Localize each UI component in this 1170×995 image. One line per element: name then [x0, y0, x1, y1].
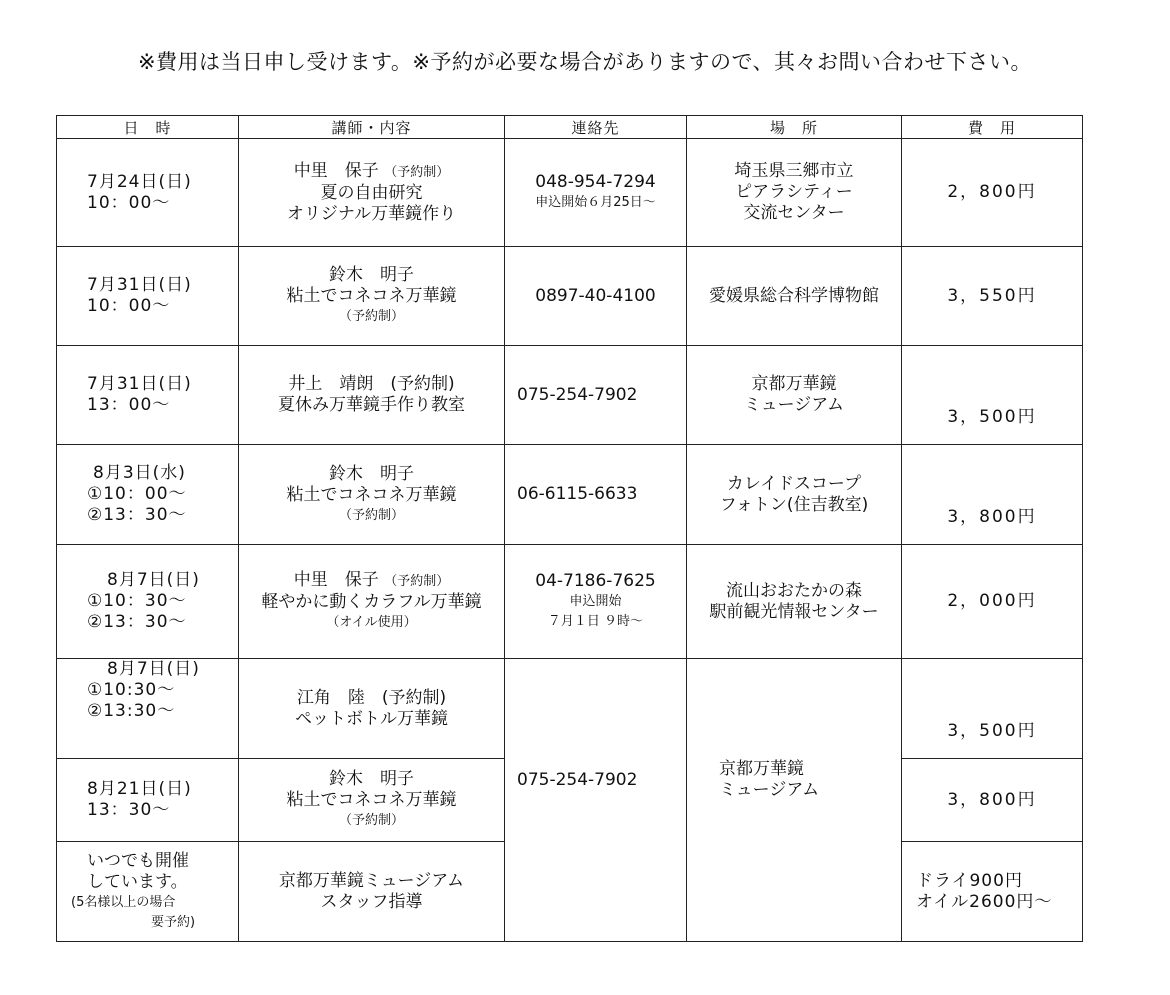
- date-cell: 8月3日(水) ①10：00〜 ②13：30〜: [57, 445, 239, 545]
- header-place: 場 所: [687, 116, 902, 139]
- instructor-cell: 鈴木 明子 粘土でコネコネ万華鏡 （予約制）: [239, 247, 505, 346]
- table-header-row: [57, 116, 1083, 139]
- place-cell: 愛媛県総合科学博物館: [687, 247, 902, 346]
- contact-cell: [505, 445, 687, 545]
- date-cell: 7月31日(日) 13：00〜: [57, 346, 239, 445]
- phone-number: 06-6115-6633: [517, 484, 638, 504]
- contact-cell: 04-7186-7625 申込開始 ７月１日 ９時〜: [505, 545, 687, 659]
- instructor-cell: 井上 靖朗 (予約制) 夏休み万華鏡手作り教室: [239, 346, 505, 445]
- contact-cell: [505, 247, 687, 346]
- header-instructor: 講師・内容: [239, 116, 505, 139]
- instructor-cell: 鈴木 明子 粘土でコネコネ万華鏡 （予約制）: [239, 759, 505, 842]
- date-cell: 8月7日(日) ①10：30〜 ②13：30〜: [57, 545, 239, 659]
- table-row: [57, 346, 1083, 445]
- table-row: [57, 445, 1083, 545]
- phone-number: 075-254-7902: [517, 384, 638, 405]
- contact-cell: 048-954-7294 申込開始６月25日〜: [505, 139, 687, 247]
- date-cell: 8月21日(日) 13：30〜: [57, 759, 239, 842]
- table-row: [57, 659, 1083, 759]
- header-contact: 連絡先: [505, 116, 687, 139]
- event-schedule-table: [56, 115, 1083, 942]
- fee-cell: 3，500円: [902, 346, 1083, 445]
- fee-cell: 2，800円: [902, 139, 1083, 247]
- instructor-cell: 江角 陸 (予約制) ペットボトル万華鏡: [239, 659, 505, 759]
- place-cell: 埼玉県三郷市立 ピアラシティー 交流センター: [687, 139, 902, 247]
- date-cell: いつでも開催 しています。 (5名様以上の場合 要予約): [57, 842, 239, 942]
- phone-number: 0897-40-4100: [535, 285, 656, 306]
- place-cell-shared: 京都万華鏡 ミュージアム: [687, 659, 902, 942]
- instructor-cell: 京都万華鏡ミュージアム スタッフ指導: [239, 842, 505, 942]
- fee-cell: 3，800円: [902, 759, 1083, 842]
- instructor-cell: 中里 保子 （予約制） 軽やかに動くカラフル万華鏡 （オイル使用）: [239, 545, 505, 659]
- fee-cell: 3，800円: [902, 445, 1083, 545]
- fee-cell: 2，000円: [902, 545, 1083, 659]
- table-row: [57, 545, 1083, 659]
- header-fee: 費 用: [902, 116, 1083, 139]
- instructor-cell: 鈴木 明子 粘土でコネコネ万華鏡 （予約制）: [239, 445, 505, 545]
- notice-text: ※費用は当日申し受けます。※予約が必要な場合がありますので、其々お問い合わせ下さい。: [137, 50, 1033, 74]
- phone-number: 04-7186-7625: [535, 571, 656, 591]
- fee-cell: 3，550円: [902, 247, 1083, 346]
- place-cell: 京都万華鏡 ミュージアム: [687, 346, 902, 445]
- table-row: [57, 139, 1083, 247]
- place-cell: カレイドスコープ フォトン(住吉教室): [687, 445, 902, 545]
- phone-number: 075-254-7902: [517, 770, 638, 790]
- contact-cell: [505, 346, 687, 445]
- instructor-cell: 中里 保子 （予約制） 夏の自由研究 オリジナル万華鏡作り: [239, 139, 505, 247]
- date-cell: 7月24日(日) 10：00〜: [57, 139, 239, 247]
- date-cell: 7月31日(日) 10：00〜: [57, 247, 239, 346]
- contact-cell-shared: [505, 659, 687, 942]
- place-cell: 流山おおたかの森 駅前観光情報センター: [687, 545, 902, 659]
- table-row: [57, 247, 1083, 346]
- fee-cell: ドライ900円 オイル2600円〜: [902, 842, 1083, 942]
- date-cell: 8月7日(日) ①10:30〜 ②13:30〜: [57, 659, 239, 759]
- phone-number: 048-954-7294: [535, 172, 656, 192]
- fee-cell: 3，500円: [902, 659, 1083, 759]
- header-date: 日 時: [57, 116, 239, 139]
